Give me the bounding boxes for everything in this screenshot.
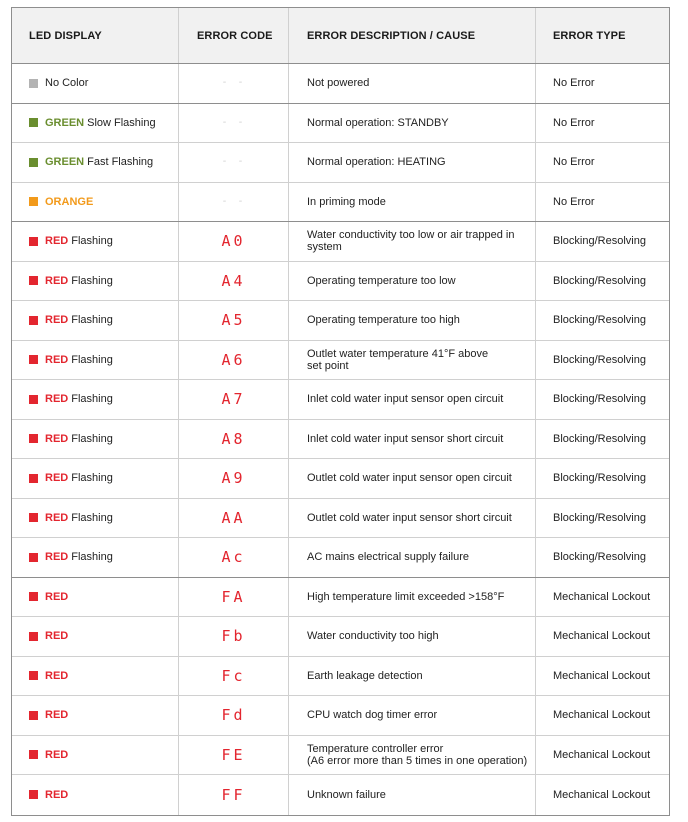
error-code-value: A0 bbox=[221, 232, 246, 251]
led-color-label: RED bbox=[45, 274, 69, 287]
led-display-cell bbox=[12, 143, 178, 182]
error-description-cell bbox=[288, 696, 535, 735]
led-display-cell bbox=[12, 222, 178, 261]
led-mode-label: Flashing bbox=[71, 551, 113, 564]
led-color-label: GREEN bbox=[45, 116, 85, 129]
error-code-value: AA bbox=[221, 508, 246, 527]
error-code-cell bbox=[178, 775, 288, 815]
led-display-cell bbox=[12, 183, 178, 222]
error-type-cell: Blocking/Resolving bbox=[535, 420, 669, 459]
error-type-cell: Blocking/Resolving bbox=[535, 262, 669, 301]
error-type-cell: Mechanical Lockout bbox=[535, 578, 669, 617]
led-color-label: RED bbox=[45, 748, 69, 761]
table-header bbox=[12, 8, 669, 64]
led-display-cell bbox=[12, 64, 178, 103]
error-description-cell bbox=[288, 222, 535, 261]
table-row bbox=[12, 420, 669, 460]
error-type-cell: Blocking/Resolving bbox=[535, 341, 669, 380]
led-color-label: RED bbox=[45, 511, 69, 524]
error-description-line1: Outlet cold water input sensor short circuit bbox=[307, 511, 512, 524]
led-color-swatch bbox=[29, 790, 38, 799]
table-row bbox=[12, 578, 669, 618]
error-description-line1: Operating temperature too high bbox=[307, 314, 460, 327]
led-color-swatch bbox=[29, 79, 38, 88]
error-code-cell bbox=[178, 459, 288, 498]
led-display-cell bbox=[12, 459, 178, 498]
led-color-label: RED bbox=[45, 630, 69, 643]
led-color-swatch bbox=[29, 395, 38, 404]
led-display-cell bbox=[12, 538, 178, 577]
error-description-line1: Not powered bbox=[307, 77, 370, 90]
error-code-value: A7 bbox=[221, 390, 246, 409]
error-type-cell: Blocking/Resolving bbox=[535, 499, 669, 538]
error-code-value: A8 bbox=[221, 429, 246, 448]
error-code-cell bbox=[178, 538, 288, 577]
led-color-label: RED bbox=[45, 590, 69, 603]
error-description-cell bbox=[288, 64, 535, 103]
error-code-cell bbox=[178, 104, 288, 143]
error-description-cell bbox=[288, 775, 535, 815]
error-type-cell: No Error bbox=[535, 104, 669, 143]
error-description-cell bbox=[288, 341, 535, 380]
error-code-value: A5 bbox=[221, 311, 246, 330]
error-code-value: FE bbox=[221, 745, 246, 764]
table-row bbox=[12, 341, 669, 381]
error-type-cell: Mechanical Lockout bbox=[535, 696, 669, 735]
led-color-label: RED bbox=[45, 472, 69, 485]
error-description-line1: CPU watch dog timer error bbox=[307, 709, 438, 722]
error-code-value: A6 bbox=[221, 350, 246, 369]
error-code-cell bbox=[178, 736, 288, 775]
error-description-line1: Inlet cold water input sensor open circuit bbox=[307, 393, 504, 406]
led-display-cell bbox=[12, 696, 178, 735]
error-description-cell bbox=[288, 459, 535, 498]
led-color-label: RED bbox=[45, 709, 69, 722]
led-color-label: GREEN bbox=[45, 156, 85, 169]
led-color-label: RED bbox=[45, 432, 69, 445]
led-display-cell bbox=[12, 657, 178, 696]
error-code-cell bbox=[178, 262, 288, 301]
error-description-line1: High temperature limit exceeded >158°F bbox=[307, 590, 505, 603]
error-description-line1: Normal operation: STANDBY bbox=[307, 116, 449, 129]
error-code-value: A4 bbox=[221, 271, 246, 290]
error-description-line1: AC mains electrical supply failure bbox=[307, 551, 470, 564]
error-code-value: Ac bbox=[221, 548, 246, 567]
error-type-cell: Blocking/Resolving bbox=[535, 222, 669, 261]
table-row bbox=[12, 736, 669, 776]
led-color-swatch bbox=[29, 158, 38, 167]
table-row bbox=[12, 301, 669, 341]
error-description-line1: Outlet water temperature 41°F above bbox=[307, 347, 489, 360]
led-mode-label: No Color bbox=[45, 77, 89, 90]
error-description-line1: Water conductivity too high bbox=[307, 630, 439, 643]
error-code-value: Fc bbox=[221, 666, 246, 685]
led-mode-label: Flashing bbox=[71, 511, 113, 524]
table-row bbox=[12, 222, 669, 262]
led-color-swatch bbox=[29, 355, 38, 364]
led-mode-label: Flashing bbox=[71, 274, 113, 287]
led-display-cell bbox=[12, 617, 178, 656]
led-display-cell bbox=[12, 736, 178, 775]
led-display-cell bbox=[12, 104, 178, 143]
led-color-swatch bbox=[29, 197, 38, 206]
error-code-cell bbox=[178, 617, 288, 656]
error-code-cell bbox=[178, 341, 288, 380]
error-code-cell bbox=[178, 64, 288, 103]
error-code-cell bbox=[178, 696, 288, 735]
led-color-swatch bbox=[29, 750, 38, 759]
error-description-cell bbox=[288, 143, 535, 182]
led-color-swatch bbox=[29, 316, 38, 325]
error-description-line2: (A6 error more than 5 times in one operation) bbox=[307, 754, 528, 767]
error-description-cell bbox=[288, 538, 535, 577]
error-type-cell: Blocking/Resolving bbox=[535, 380, 669, 419]
table-row bbox=[12, 143, 669, 183]
error-type-cell: Mechanical Lockout bbox=[535, 657, 669, 696]
table-row bbox=[12, 499, 669, 539]
table-row bbox=[12, 64, 669, 104]
error-code-cell bbox=[178, 183, 288, 222]
led-display-cell bbox=[12, 380, 178, 419]
error-code-cell bbox=[178, 657, 288, 696]
led-color-label: RED bbox=[45, 314, 69, 327]
led-color-label: RED bbox=[45, 669, 69, 682]
led-color-label: RED bbox=[45, 551, 69, 564]
table-row bbox=[12, 262, 669, 302]
table-row bbox=[12, 657, 669, 697]
error-description-cell bbox=[288, 617, 535, 656]
led-mode-label: Flashing bbox=[71, 393, 113, 406]
led-color-label: RED bbox=[45, 393, 69, 406]
led-color-label: RED bbox=[45, 353, 69, 366]
led-color-label: ORANGE bbox=[45, 195, 94, 208]
error-description-line1: In priming mode bbox=[307, 195, 386, 208]
error-code-value: A9 bbox=[221, 469, 246, 488]
table-row bbox=[12, 459, 669, 499]
error-description-cell bbox=[288, 104, 535, 143]
error-description-cell bbox=[288, 262, 535, 301]
table-row bbox=[12, 696, 669, 736]
error-description-cell bbox=[288, 499, 535, 538]
led-color-swatch bbox=[29, 276, 38, 285]
led-mode-label: Fast Flashing bbox=[87, 156, 154, 169]
error-description-line2: set point bbox=[307, 359, 349, 372]
error-description-line1: Earth leakage detection bbox=[307, 669, 423, 682]
table-row bbox=[12, 104, 669, 144]
led-color-swatch bbox=[29, 553, 38, 562]
error-description-cell bbox=[288, 657, 535, 696]
error-description-line1: Temperature controller error bbox=[307, 742, 444, 755]
led-color-swatch bbox=[29, 632, 38, 641]
error-code-value: FF bbox=[221, 785, 246, 804]
error-description-line1: Outlet cold water input sensor open circuit bbox=[307, 472, 512, 485]
table-row bbox=[12, 380, 669, 420]
led-color-swatch bbox=[29, 237, 38, 246]
error-code-value: - - bbox=[221, 195, 246, 207]
error-code-cell bbox=[178, 222, 288, 261]
led-color-swatch bbox=[29, 118, 38, 127]
error-type-cell: Blocking/Resolving bbox=[535, 301, 669, 340]
led-mode-label: Flashing bbox=[71, 432, 113, 445]
error-code-table bbox=[11, 7, 670, 816]
led-mode-label: Flashing bbox=[71, 235, 113, 248]
led-color-swatch bbox=[29, 474, 38, 483]
error-type-cell: Blocking/Resolving bbox=[535, 459, 669, 498]
error-description-cell bbox=[288, 736, 535, 775]
led-display-cell bbox=[12, 578, 178, 617]
error-code-cell bbox=[178, 578, 288, 617]
error-description-line2: system bbox=[307, 241, 342, 254]
error-type-cell: Mechanical Lockout bbox=[535, 775, 669, 815]
header-error-code: ERROR CODE bbox=[178, 8, 288, 63]
led-display-cell bbox=[12, 420, 178, 459]
led-mode-label: Flashing bbox=[71, 472, 113, 485]
led-display-cell bbox=[12, 499, 178, 538]
table-row bbox=[12, 775, 669, 815]
error-code-value: Fb bbox=[221, 627, 246, 646]
error-code-cell bbox=[178, 143, 288, 182]
error-description-line1: Water conductivity too low or air trapped in bbox=[307, 229, 515, 242]
error-type-cell: No Error bbox=[535, 183, 669, 222]
error-description-cell bbox=[288, 420, 535, 459]
error-description-cell bbox=[288, 380, 535, 419]
error-description-cell bbox=[288, 301, 535, 340]
error-code-value: FA bbox=[221, 587, 246, 606]
error-code-cell bbox=[178, 499, 288, 538]
error-type-cell: Blocking/Resolving bbox=[535, 538, 669, 577]
table-row bbox=[12, 538, 669, 578]
led-color-swatch bbox=[29, 711, 38, 720]
led-display-cell bbox=[12, 341, 178, 380]
header-led-display: LED DISPLAY bbox=[29, 29, 102, 42]
led-display-cell bbox=[12, 262, 178, 301]
error-description-line1: Operating temperature too low bbox=[307, 274, 456, 287]
led-color-label: RED bbox=[45, 788, 69, 801]
error-code-value: - - bbox=[221, 77, 246, 89]
led-color-label: RED bbox=[45, 235, 69, 248]
error-type-cell: No Error bbox=[535, 143, 669, 182]
error-code-cell bbox=[178, 420, 288, 459]
error-description-line1: Unknown failure bbox=[307, 788, 386, 801]
header-error-type: ERROR TYPE bbox=[535, 8, 669, 63]
led-mode-label: Flashing bbox=[71, 353, 113, 366]
table-row bbox=[12, 617, 669, 657]
error-code-value: - - bbox=[221, 116, 246, 128]
led-color-swatch bbox=[29, 671, 38, 680]
led-color-swatch bbox=[29, 434, 38, 443]
error-type-cell: Mechanical Lockout bbox=[535, 617, 669, 656]
error-description-cell bbox=[288, 578, 535, 617]
led-display-cell bbox=[12, 301, 178, 340]
table-body bbox=[12, 64, 669, 815]
table-row bbox=[12, 183, 669, 223]
led-mode-label: Flashing bbox=[71, 314, 113, 327]
error-code-value: Fd bbox=[221, 706, 246, 725]
error-type-cell: Mechanical Lockout bbox=[535, 736, 669, 775]
led-display-cell bbox=[12, 775, 178, 815]
error-description-line1: Inlet cold water input sensor short circuit bbox=[307, 432, 504, 445]
error-description-line1: Normal operation: HEATING bbox=[307, 156, 446, 169]
error-description-cell bbox=[288, 183, 535, 222]
led-mode-label: Slow Flashing bbox=[87, 116, 156, 129]
led-color-swatch bbox=[29, 513, 38, 522]
led-color-swatch bbox=[29, 592, 38, 601]
error-type-cell: No Error bbox=[535, 64, 669, 103]
error-code-cell bbox=[178, 301, 288, 340]
header-error-description: ERROR DESCRIPTION / CAUSE bbox=[288, 8, 535, 63]
error-code-value: - - bbox=[221, 156, 246, 168]
error-code-cell bbox=[178, 380, 288, 419]
